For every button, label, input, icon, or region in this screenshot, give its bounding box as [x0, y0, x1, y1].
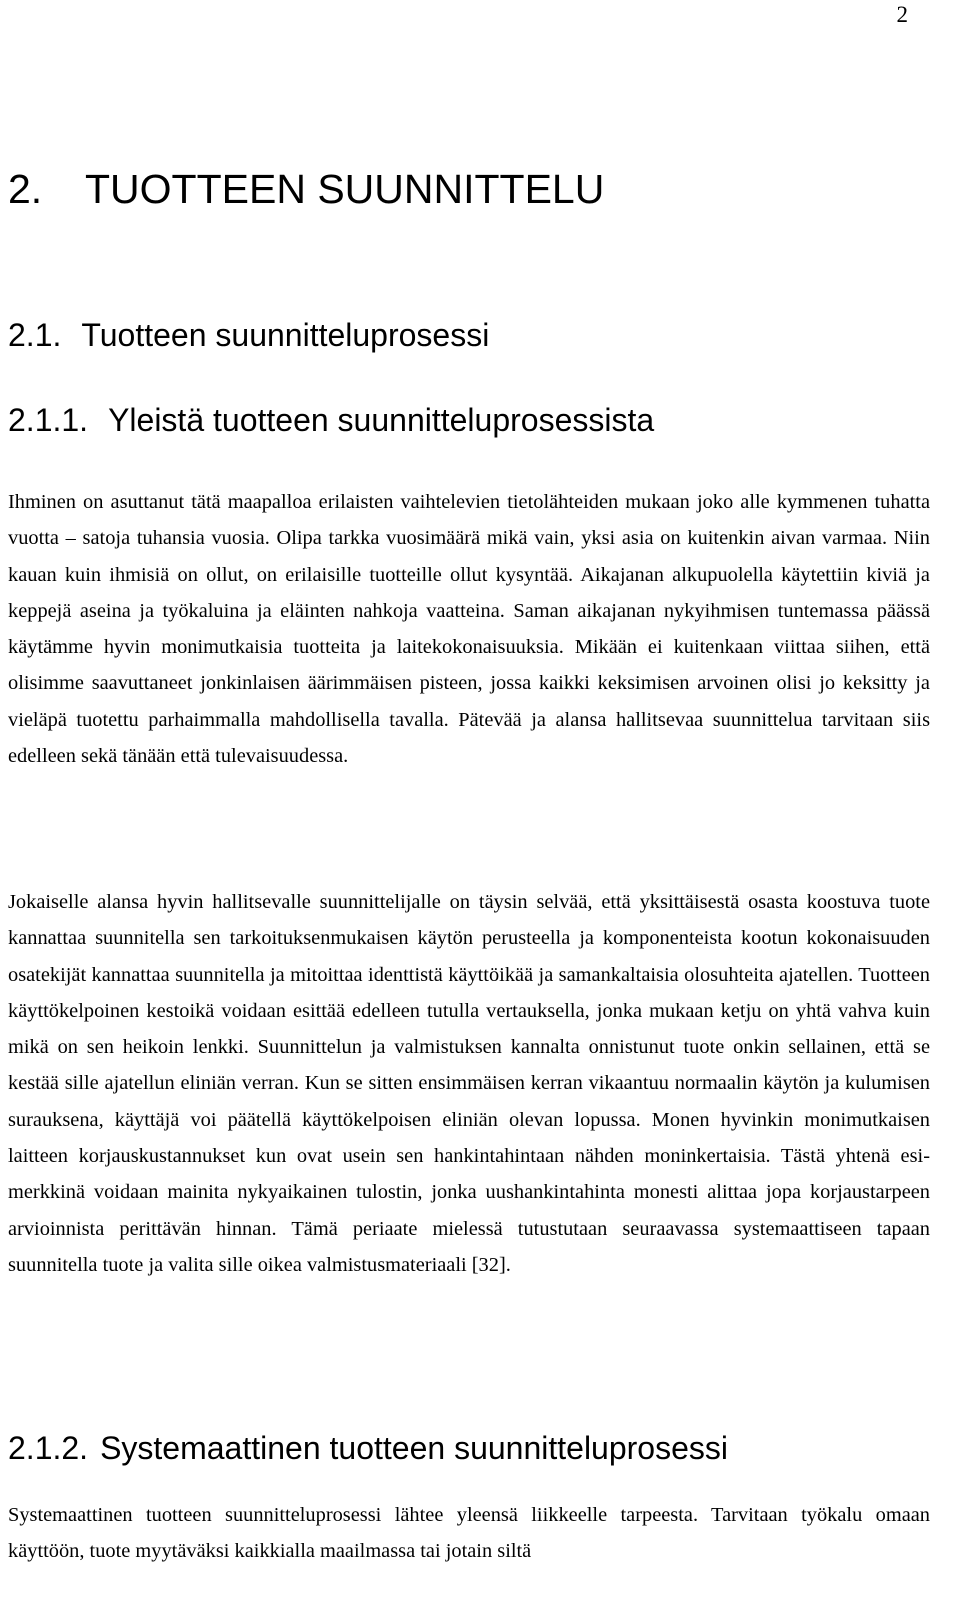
section-heading	[8, 315, 489, 355]
chapter-title: TUOTTEEN SUUNNITTELU	[85, 166, 605, 212]
section-number: 2.1.	[8, 317, 62, 353]
chapter-number: 2.	[8, 166, 43, 212]
section-title: Tuotteen suunnitteluprosessi	[81, 317, 490, 353]
page-number: 2	[896, 2, 908, 27]
subsection-title-1: Yleistä tuotteen suunnitteluprosessista	[108, 402, 655, 438]
subsection-title-2: Systemaattinen tuotteen suunnitteluprosessi	[100, 1430, 728, 1466]
subsection-heading-1	[8, 400, 654, 440]
chapter-heading	[8, 165, 604, 213]
subsection-number-2: 2.1.2.	[8, 1430, 89, 1466]
subsection-number-1: 2.1.1.	[8, 402, 89, 438]
body-paragraph-3: Systemaattinen tuotteen suunnitteluprosessi lähtee yleensä liikkeelle tarpeesta. Tarvitaan työkalu omaan käyttöön, tuote myytäväksi kaikkialla maailmassa tai jotain siltä	[8, 1504, 930, 1563]
body-paragraph-1: Ihminen on asuttanut tätä maapalloa erilaisten vaihtelevien tietolähteiden mukaan joko alle kymmenen tuhatta vuotta – satoja tuhansia vuosia. Olipa tarkka vuosimäärä mikä vain, yksi asia on kuitenkin aivan varmaa. Niin kauan kuin ihmisiä on ollut, on erilaisille tuotteille ollut kysyntää. Aikajanan alkupuolella käytettiin kiviä ja keppejä aseina ja työkaluina ja eläinten nahkoja vaatteina. Saman aikajanan nykyihmisen tuntemassa päässä käytämme hyvin monimutkaisia tuotteita ja laitekokonaisuuksia. Mikään ei kuitenkaan viittaa siihen, että olisimme saavuttaneet jonkinlaisen äärimmäisen pisteen, jossa kaikki keksimisen arvoinen olisi jo keksitty ja vieläpä tuotettu parhaimmalla mahdollisella tavalla. Pätevää ja alansa hallitsevaa suunnittelua tarvitaan siis edelleen sekä tänään että tulevaisuudessa.	[8, 491, 930, 768]
subsection-heading-2	[8, 1428, 728, 1468]
body-paragraph-2: Jokaiselle alansa hyvin hallitsevalle suunnittelijalle on täysin selvää, että yksittäisestä osasta koostuva tuote kannattaa suunnitella sen tarkoituksenmukaisen käytön perusteella ja komponenteista kootun kokonaisuuden osatekijät kannattaa suunnitella ja mitoittaa identtistä käyttöikää ja samankaltaisia olosuhteita ajatellen. Tuotteen käyttökelpoinen kestoikä voidaan esittää edelleen tutulla vertauksella, jonka mukaan ketju on yhtä vahva kuin mikä on sen heikoin lenkki. Suunnittelun ja valmistuksen kannalta onnistunut tuote onkin sellainen, että se kestää sille ajatellun eliniän verran. Kun se sitten ensimmäisen kerran vikaantuu normaalin käytön ja kulumisen surauksena, käyttäjä voi päätellä käyttökelpoisen eliniän olevan lopussa. Monen hyvinkin monimutkaisen laitteen korjauskustannukset kun ovat usein sen hankintahintaan nähden moninkertaisia. Tästä yhtenä esimerkkinä voidaan mainita nykyaikainen tulostin, jonka uushankintahinta monesti alittaa jopa korjaustarpeen arvioinnista perittävän hinnan. Tämä periaate mielessä tutustutaan seuraavassa systemaattiseen tapaan suunnitella tuote ja valita sille oikea valmistusmateriaali [32].	[8, 891, 930, 1276]
